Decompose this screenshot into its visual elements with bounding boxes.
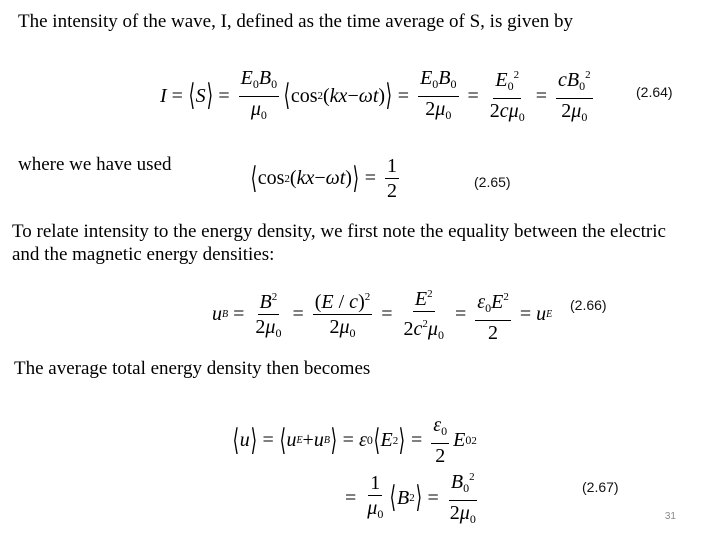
average-line: The average total energy density then becomes	[14, 358, 371, 379]
equation-number-2-64: (2.64)	[636, 84, 673, 100]
equation-number-2-67: (2.67)	[582, 479, 619, 495]
equation-2-67-line-2: = $\frac{1}{\mu_0}$ ⟨ B 2 ⟩ = $\frac{B_0^2}{2\mu_0}$	[340, 466, 482, 530]
equation-number-2-65: (2.65)	[474, 174, 511, 190]
equation-2-65: ⟨ cos 2 ( kx − ωt ) ⟩ = $\frac{1}{2}$	[250, 155, 397, 202]
page-number: 31	[664, 511, 676, 522]
relate-line-1: To relate intensity to the energy density, we first note the equality between the electric	[12, 221, 666, 242]
where-line: where we have used	[18, 154, 172, 175]
equation-2-67-line-1: ⟨ u ⟩ = ⟨ u E + u B ⟩ = ε 0 ⟨ E 2 ⟩ = $\frac{\varepsilon_0}{2}$ E 0 2	[232, 414, 477, 467]
equation-number-2-66: (2.66)	[570, 297, 607, 313]
equation-2-66: u B = $\frac{B^2}{2\mu_0}$ = $\frac{(E / c)^2}{2\mu_0}$ = $\frac{E^2}{2c^2\mu_0}$ = $\frac{\varepsilon_0E^2}{2}$ = u E	[212, 283, 552, 346]
intro-line: The intensity of the wave, I, defined as the time average of S, is given by	[18, 11, 574, 32]
equation-2-64: I = ⟨ S ⟩ = $\frac{E_0B_0}{\mu_0}$ ⟨ cos 2 ( kx − ωt ) ⟩ = $\frac{E_0B_0}{2\mu_0}$ = $\frac{E_0^2}{2c\mu_0}$ = $\frac{cB_0^2}{2\mu_0}$	[160, 64, 597, 128]
relate-line-2: and the magnetic energy densities:	[12, 244, 275, 265]
